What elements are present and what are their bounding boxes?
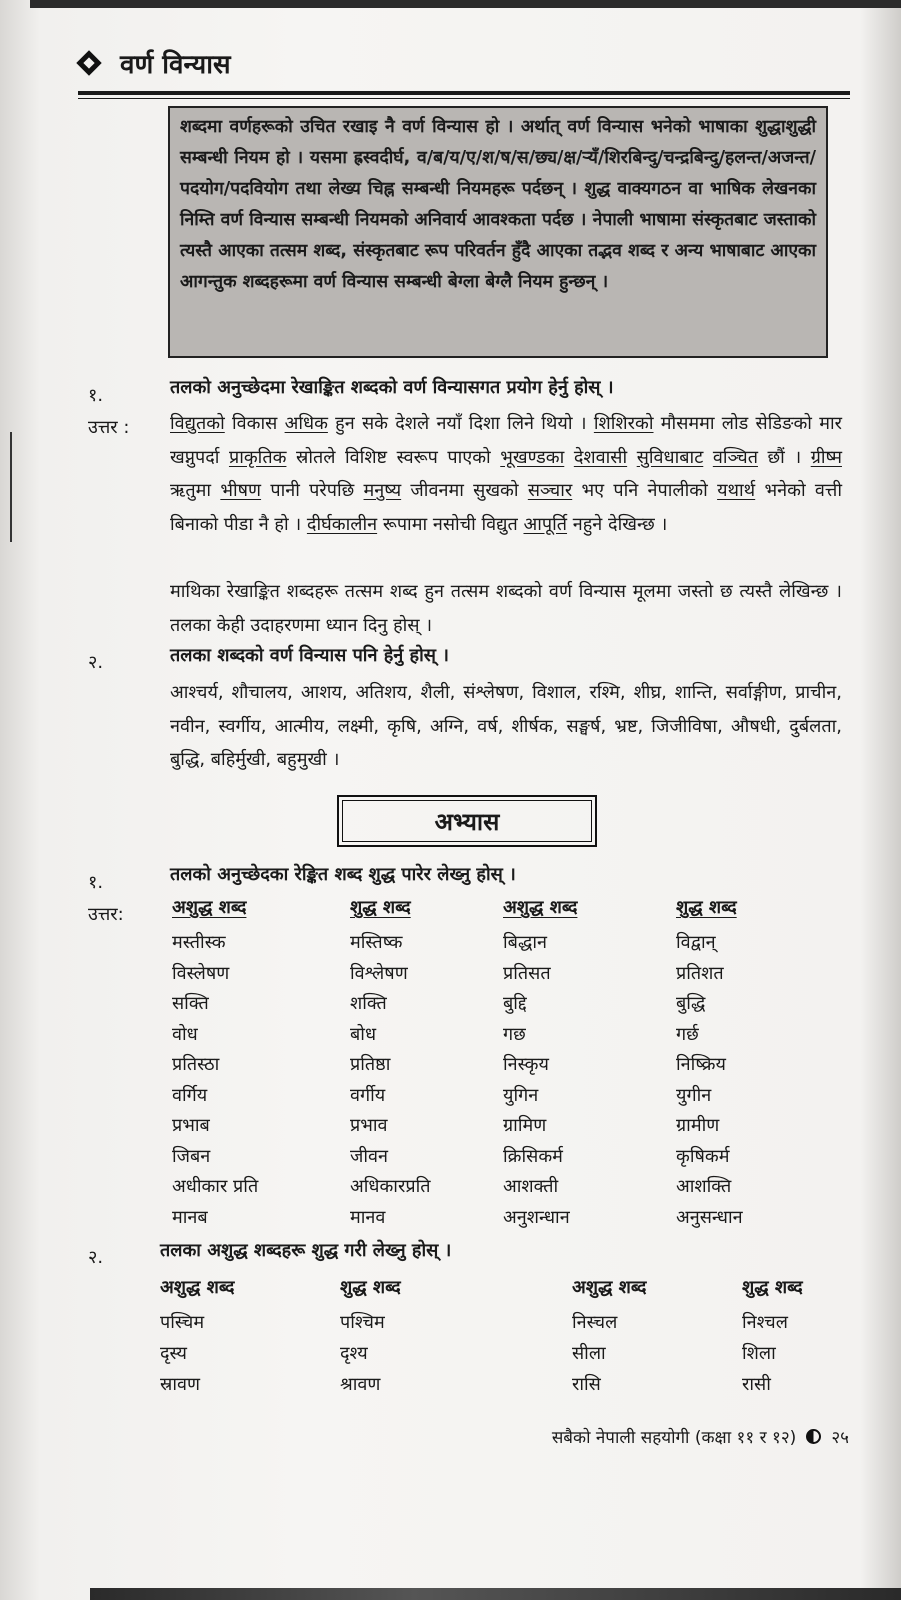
diamond-bullet-icon <box>76 50 101 75</box>
exercise-2-cell: रासि <box>572 1374 601 1395</box>
exercise-1-header: शुद्ध शब्द <box>676 897 737 918</box>
question-2-word-list: आश्चर्य, शौचालय, आशय, अतिशय, शैली, संश्लेषण, विशाल, रश्मि, शीघ्र, शान्ति, सर्वाङ्गीण, प्राचीन, नवीन, स्वर्गीय, आत्मीय, लक्ष्मी, कृषि, अग्नि, वर्ष, शीर्षक, सङ्घर्ष, भ्रष्ट, जिजीविषा, औषधी, दुर्बलता, बुद्धि, बहिर्मुखी, बहुमुखी । <box>170 682 842 770</box>
exercise-1-cell: निष्क्रिय <box>676 1054 726 1075</box>
exercise-1-cell: कृषिकर्म <box>676 1145 730 1167</box>
exercise-1-cell: वर्गिय <box>172 1084 208 1106</box>
exercise-1-cell: प्रभाब <box>172 1115 210 1136</box>
exercise-1-cell: प्रतिष्ठा <box>350 1054 391 1075</box>
paragraph-text: विकास <box>224 413 285 434</box>
exercise-2-cell: श्रावण <box>340 1374 381 1395</box>
header-rule-thin <box>78 98 850 99</box>
exercise-2-cell: सीला <box>572 1343 606 1364</box>
question-1-number: १. <box>88 385 104 406</box>
exercise-1-cell: मानब <box>172 1206 208 1228</box>
exercise-2-header: अशुद्ध शब्द <box>572 1277 647 1298</box>
exercise-1-cell: निस्कृय <box>503 1054 549 1075</box>
page-footer <box>552 1425 849 1448</box>
exercise-2-cell: रासी <box>742 1374 771 1395</box>
exercise-1-cell: सक्ति <box>172 993 209 1014</box>
paragraph-text: ऋतुमा <box>170 480 221 501</box>
exercise-1-text: तलको अनुच्छेदका रेङ्कित शब्द शुद्ध पारेर लेख्नु होस् । <box>170 864 516 885</box>
exercise-2-cell: दृस्य <box>160 1343 187 1364</box>
underlined-word: सञ्चार <box>527 480 573 501</box>
margin-bracket <box>0 432 12 542</box>
underlined-word: मनुष्य <box>363 480 402 501</box>
answer-1-paragraph <box>170 407 842 541</box>
exercise-1-header: अशुद्ध शब्द <box>503 897 578 918</box>
exercise-1-cell: अनुसन्धान <box>676 1206 743 1228</box>
exercise-1-header: शुद्ध शब्द <box>350 897 411 918</box>
underlined-word: सुविधाबाट <box>636 446 704 468</box>
paragraph-text <box>703 447 713 468</box>
underlined-word: देशवासी <box>573 446 628 468</box>
underlined-word: विद्युतको <box>170 413 225 434</box>
section-title: वर्ण विन्यास <box>120 50 231 80</box>
exercise-1-cell: अधिकारप्रति <box>350 1176 431 1197</box>
underlined-word: ग्रीष्म <box>810 446 842 468</box>
question-2-text: तलका शब्दको वर्ण विन्यास पनि हेर्नु होस् । <box>170 645 449 666</box>
underlined-word: शिशिरको <box>593 413 654 434</box>
section-header <box>80 45 231 81</box>
exercise-1-cell: विद्वान् <box>676 932 716 953</box>
exercise-1-cell: प्रतिस्ठा <box>172 1054 220 1075</box>
exercise-1-cell: जिबन <box>172 1145 211 1167</box>
exercise-1-cell: बुद्दि <box>503 993 527 1014</box>
paragraph-text: नहुने देखिन्छ । <box>567 513 668 535</box>
underlined-word: वञ्चित <box>712 446 758 468</box>
exercise-1-header: अशुद्ध शब्द <box>172 897 247 918</box>
paragraph-text: भनेको वत्ती बिनाको पीडा नै हो । <box>170 480 842 535</box>
exercise-2-cell: शिला <box>742 1343 776 1364</box>
exercise-2-text: तलका अशुद्ध शब्दहरू शुद्ध गरी लेख्नु होस् । <box>160 1240 452 1261</box>
question-2-number: २. <box>88 652 104 673</box>
bottom-edge-strip <box>90 1588 901 1600</box>
exercise-1-cell: गर्छ <box>676 1023 699 1045</box>
exercise-2-cell: स्रावण <box>160 1374 201 1395</box>
exercise-2-cell: दृश्य <box>340 1343 368 1364</box>
paragraph-text: रूपामा नसोची विद्युत <box>377 513 524 535</box>
exercise-2-cell: निस्चल <box>572 1312 618 1333</box>
exercise-1-cell: बिद्धान <box>503 932 547 953</box>
header-rule <box>78 91 850 95</box>
exercise-title-box <box>337 795 597 847</box>
exercise-1-cell: युगिन <box>503 1084 539 1106</box>
underlined-word: आपूर्ति <box>523 513 568 535</box>
exercise-2-cell: निश्चल <box>742 1312 788 1333</box>
underlined-word: भूखण्डका <box>500 446 565 468</box>
exercise-1-cell: बुद्धि <box>676 993 706 1014</box>
exercise-1-cell: गछ <box>503 1023 526 1045</box>
exercise-1-cell: ग्रामीण <box>676 1115 720 1136</box>
exercise-1-cell: मस्तिष्क <box>350 932 403 953</box>
exercise-2-cell: पश्चिम <box>340 1312 385 1333</box>
exercise-1-cell: जीवन <box>350 1145 389 1167</box>
paragraph-text <box>627 447 637 468</box>
exercise-1-cell: अनुशन्धान <box>503 1206 570 1228</box>
exercise-1-cell: शक्ति <box>350 993 387 1014</box>
paragraph-text: छौं । <box>757 446 811 468</box>
exercise-title: अभ्यास <box>342 800 592 842</box>
paragraph-text: पानी परेपछि <box>261 480 364 501</box>
exercise-1-cell: प्रभाव <box>350 1115 388 1136</box>
top-edge-strip <box>30 0 901 8</box>
exercise-1-cell: युगीन <box>676 1084 712 1106</box>
paragraph-text: भए पनि नेपालीको <box>572 480 718 501</box>
underlined-word: भीषण <box>220 480 262 501</box>
exercise-1-cell: प्रतिशत <box>676 962 724 984</box>
exercise-1-number: १. <box>88 872 104 893</box>
exercise-1-cell: विस्लेषण <box>172 962 230 984</box>
answer-1-label: उत्तर : <box>88 417 130 438</box>
paragraph-text: हुन सके देशले नयाँ दिशा लिने थियो । <box>327 413 594 434</box>
exercise-1-cell: अधीकार प्रति <box>172 1176 259 1197</box>
exercise-1-cell: मानव <box>350 1206 386 1228</box>
underlined-word: दीर्घकालीन <box>306 513 378 535</box>
intro-definition-box: शब्दमा वर्णहरूको उचित रखाइ नै वर्ण विन्यास हो । अर्थात् वर्ण विन्यास भनेको भाषाका शुद्धाशुद्धी सम्बन्धी नियम हो । यसमा ह्रस्वदीर्घ, व/ब/य/ए/श/ष/स/छ्य/क्ष/र्‍यँ/शिरबिन्दु/चन्द्रबिन्दु/हलन्त/अजन्त/पदयोग/पदवियोग तथा लेख्य चिह्न सम्बन्धी नियमहरू पर्दछन् । शुद्ध वाक्यगठन वा भाषिक लेखनका निम्ति वर्ण विन्यास सम्बन्धी नियमको अनिवार्य आवश्कता पर्दछ । नेपाली भाषामा संस्कृतबाट जस्ताको त्यस्तै आएका तत्सम शब्द, संस्कृतबाट रूप परिवर्तन हुँदै आएका तद्भव शब्द र अन्य भाषाबाट आएका आगन्तुक शब्दहरूमा वर्ण विन्यास सम्बन्धी बेग्ला बेग्लै नियम हुन्छन् । <box>168 106 828 358</box>
exercise-1-cell: आशक्ति <box>676 1176 732 1197</box>
underlined-word: अधिक <box>284 413 328 434</box>
exercise-1-cell: आशक्ती <box>503 1176 559 1197</box>
paragraph-text: मौसममा लोड सेडिङको मार खप्नुपर्दा <box>170 413 842 468</box>
exercise-1-cell: प्रतिसत <box>503 962 551 984</box>
exercise-2-header: शुद्ध शब्द <box>340 1277 401 1298</box>
answer-1-note: माथिका रेखाङ्कित शब्दहरू तत्सम शब्द हुन तत्सम शब्दको वर्ण विन्यास मूलमा जस्तो छ त्यस्तै लेखिन्छ । तलका केही उदाहरणमा ध्यान दिनु होस् । <box>170 581 842 636</box>
exercise-1-cell: वोध <box>172 1023 198 1045</box>
exercise-2-number: २. <box>88 1247 104 1268</box>
exercise-2-header: शुद्ध शब्द <box>742 1277 803 1298</box>
exercise-1-cell: विश्लेषण <box>350 962 408 984</box>
exercise-2-cell: पस्चिम <box>160 1312 205 1333</box>
paragraph-text: स्रोतले विशिष्ट स्वरूप पाएको <box>286 446 501 468</box>
exercise-1-cell: बोध <box>350 1023 377 1045</box>
paragraph-text <box>564 447 574 468</box>
underlined-word: प्राकृतिक <box>228 446 287 468</box>
question-1-text: तलको अनुच्छेदमा रेखाङ्कित शब्दको वर्ण विन्यासगत प्रयोग हेर्नु होस् । <box>170 377 614 398</box>
underlined-word: यथार्थ <box>717 480 756 501</box>
page-number: २५ <box>831 1428 849 1448</box>
exercise-1-cell: मस्तीस्क <box>172 932 226 953</box>
exercise-1-cell: क्रिसिकर्म <box>503 1145 563 1167</box>
exercise-1-cell: वर्गीय <box>350 1084 386 1106</box>
footer-circle-icon <box>806 1429 821 1444</box>
footer-book-title: सबैको नेपाली सहयोगी (कक्षा ११ र १२) <box>551 1428 797 1448</box>
exercise-1-answer-label: उत्तर: <box>88 904 124 925</box>
exercise-2-header: अशुद्ध शब्द <box>160 1277 235 1298</box>
exercise-1-cell: ग्रामिण <box>503 1115 547 1136</box>
paragraph-text: जीवनमा सुखको <box>401 480 528 501</box>
